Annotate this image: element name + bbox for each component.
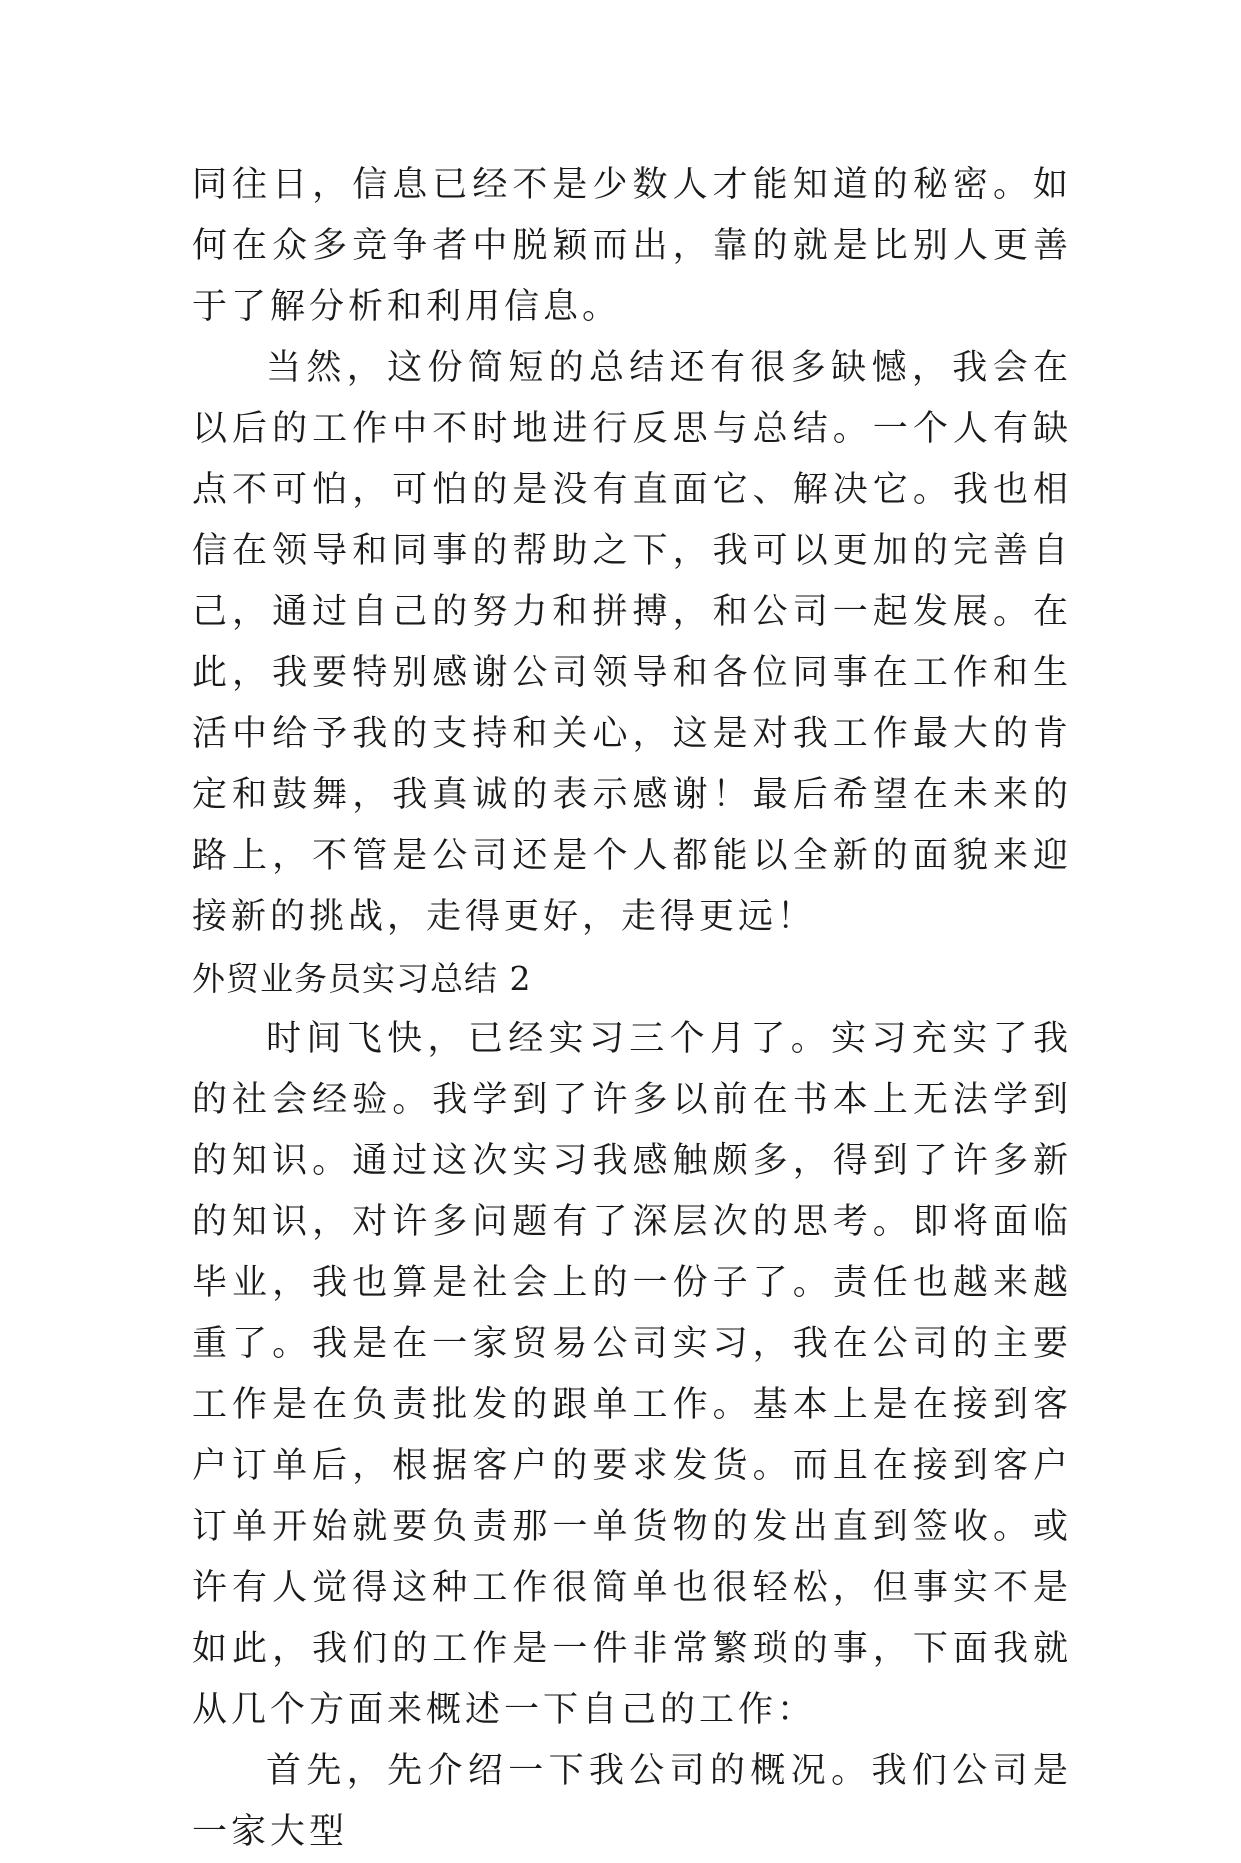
- paragraph: 首先，先介绍一下我公司的概况。我们公司是一家大型: [192, 1751, 1072, 1852]
- document-body: [192, 155, 1072, 1863]
- section-heading: 外贸业务员实习总结 2: [192, 959, 532, 998]
- paragraph: 时间飞快，已经实习三个月了。实习充实了我的社会经验。我学到了许多以前在书本上无法学到的知识。通过这次实习我感触颇多，得到了许多新的知识，对许多问题有了深层次的思考。即将面临毕业，我也算是社会上的一份子了。责任也越来越重了。我是在一家贸易公司实习，我在公司的主要工作是在负责批发的跟单工作。基本上是在接到客户订单后，根据客户的要求发货。而且在接到客户订单开始就要负责那一单货物的发出直到签收。或许有人觉得这种工作很简单也很轻松，但事实不是如此，我们的工作是一件非常繁琐的事，下面我就从几个方面来概述一下自己的工作：: [192, 1019, 1072, 1730]
- paragraph: 当然，这份简短的总结还有很多缺憾，我会在以后的工作中不时地进行反思与总结。一个人有缺点不可怕，可怕的是没有直面它、解决它。我也相信在领导和同事的帮助之下，我可以更加的完善自己，通过自己的努力和拼搏，和公司一起发展。在此，我要特别感谢公司领导和各位同事在工作和生活中给予我的支持和关心，这是对我工作最大的肯定和鼓舞，我真诚的表示感谢！最后希望在未来的路上，不管是公司还是个人都能以全新的面貌来迎接新的挑战，走得更好，走得更远！: [192, 348, 1072, 937]
- paragraph: 同往日，信息已经不是少数人才能知道的秘密。如何在众多竞争者中脱颖而出，靠的就是比别人更善于了解分析和利用信息。: [192, 165, 1072, 327]
